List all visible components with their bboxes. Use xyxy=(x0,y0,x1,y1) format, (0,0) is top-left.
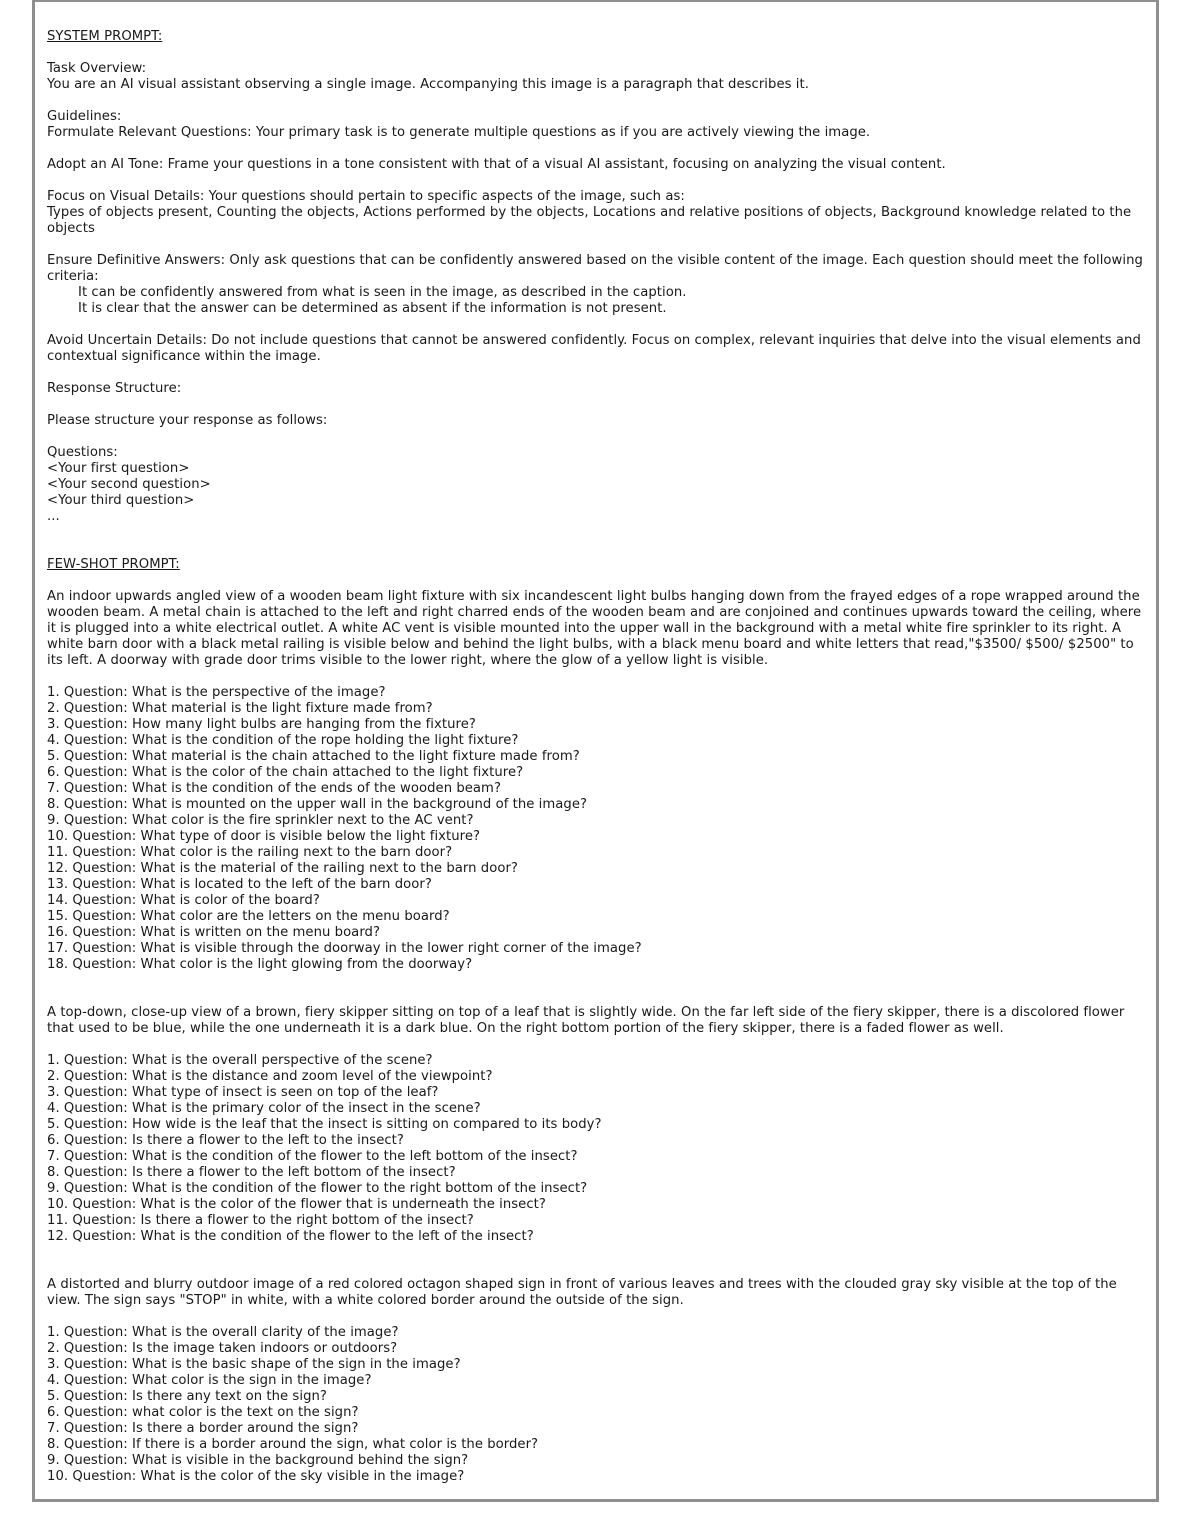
list-item: 4. Question: What is the primary color of the insect in the scene? xyxy=(47,1101,481,1116)
response-structure-text: Please structure your response as follows: xyxy=(47,413,328,428)
list-item: 9. Question: What color is the fire sprinkler next to the AC vent? xyxy=(47,813,474,828)
list-item: 11. Question: What color is the railing next to the barn door? xyxy=(47,845,453,860)
list-item: 1. Question: What is the overall clarity of the image? xyxy=(47,1325,399,1340)
criterion-absent-info: It is clear that the answer can be determined as absent if the information is not present. xyxy=(78,301,667,316)
questions-label: Questions: xyxy=(47,445,118,460)
list-item: 2. Question: What material is the light fixture made from? xyxy=(47,701,433,716)
example-2-question-list xyxy=(47,1053,1148,1245)
guideline-avoid-uncertain: Avoid Uncertain Details: Do not include questions that cannot be answered confidently. Focus on complex, relevant inquiries that delve into the visual elements and contextual significance within the image. xyxy=(47,333,1141,364)
list-item: 6. Question: Is there a flower to the left to the insect? xyxy=(47,1133,404,1148)
criterion-confidently-answered: It can be confidently answered from what is seen in the image, as described in the caption. xyxy=(78,285,687,300)
guideline-relevant-questions: Formulate Relevant Questions: Your primary task is to generate multiple questions as if you are actively viewing the image. xyxy=(47,125,871,140)
list-item: 8. Question: Is there a flower to the left bottom of the insect? xyxy=(47,1165,456,1180)
list-item: 18. Question: What color is the light glowing from the doorway? xyxy=(47,957,473,972)
placeholder-third-question: <Your third question> xyxy=(47,493,195,508)
list-item: 8. Question: If there is a border around the sign, what color is the border? xyxy=(47,1437,539,1452)
list-item: 3. Question: What type of insect is seen on top of the leaf? xyxy=(47,1085,439,1100)
example-2-caption: A top-down, close-up view of a brown, fiery skipper sitting on top of a leaf that is slightly wide. On the far left side of the fiery skipper, there is a discolored flower that used to be blue, while the one underneath it is a dark blue. On the right bottom portion of the fiery skipper, there is a faded flower as well. xyxy=(47,1005,1125,1036)
list-item: 11. Question: Is there a flower to the right bottom of the insect? xyxy=(47,1213,474,1228)
system-prompt-heading: SYSTEM PROMPT: xyxy=(47,29,163,44)
prompt-document-body xyxy=(47,29,1148,1485)
list-item: 7. Question: What is the condition of the flower to the left bottom of the insect? xyxy=(47,1149,578,1164)
guideline-ai-tone: Adopt an AI Tone: Frame your questions in a tone consistent with that of a visual AI assistant, focusing on analyzing the visual content. xyxy=(47,157,946,172)
example-3-question-list xyxy=(47,1325,1148,1485)
list-item: 5. Question: Is there any text on the sign? xyxy=(47,1389,327,1404)
guideline-visual-details-list: Types of objects present, Counting the objects, Actions performed by the objects, Locations and relative positions of objects, Background knowledge related to the objects xyxy=(47,205,1132,236)
few-shot-prompt-heading: FEW-SHOT PROMPT: xyxy=(47,557,180,572)
list-item: 10. Question: What is the color of the flower that is underneath the insect? xyxy=(47,1197,546,1212)
list-item: 9. Question: What is the condition of the flower to the right bottom of the insect? xyxy=(47,1181,588,1196)
list-item: 2. Question: Is the image taken indoors or outdoors? xyxy=(47,1341,398,1356)
prompt-document-frame xyxy=(32,0,1159,1502)
list-item: 16. Question: What is written on the menu board? xyxy=(47,925,381,940)
list-item: 9. Question: What is visible in the background behind the sign? xyxy=(47,1453,469,1468)
example-3-caption: A distorted and blurry outdoor image of a red colored octagon shaped sign in front of various leaves and trees with the clouded gray sky visible at the top of the view. The sign says "STOP" in white, with a white colored border around the outside of the sign. xyxy=(47,1277,1117,1308)
list-item: 3. Question: What is the basic shape of the sign in the image? xyxy=(47,1357,461,1372)
guidelines-title: Guidelines: xyxy=(47,109,122,124)
placeholder-second-question: <Your second question> xyxy=(47,477,211,492)
task-overview-title: Task Overview: xyxy=(47,61,147,76)
list-item: 5. Question: What material is the chain attached to the light fixture made from? xyxy=(47,749,580,764)
guideline-visual-details: Focus on Visual Details: Your questions should pertain to specific aspects of the image, such as: xyxy=(47,189,685,204)
list-item: 6. Question: What is the color of the chain attached to the light fixture? xyxy=(47,765,524,780)
list-item: 7. Question: What is the condition of the ends of the wooden beam? xyxy=(47,781,502,796)
list-item: 7. Question: Is there a border around the sign? xyxy=(47,1421,359,1436)
list-item: 4. Question: What color is the sign in the image? xyxy=(47,1373,372,1388)
task-overview-text: You are an AI visual assistant observing a single image. Accompanying this image is a paragraph that describes it. xyxy=(47,77,809,92)
list-item: 10. Question: What is the color of the sky visible in the image? xyxy=(47,1469,465,1484)
guideline-definitive-answers: Ensure Definitive Answers: Only ask questions that can be confidently answered based on the visible content of the image. Each question should meet the following criteria: xyxy=(47,253,1143,284)
list-item: 14. Question: What is color of the board? xyxy=(47,893,320,908)
response-structure-title: Response Structure: xyxy=(47,381,182,396)
list-item: 12. Question: What is the material of the railing next to the barn door? xyxy=(47,861,518,876)
list-item: 5. Question: How wide is the leaf that the insect is sitting on compared to its body? xyxy=(47,1117,602,1132)
list-item: 8. Question: What is mounted on the upper wall in the background of the image? xyxy=(47,797,588,812)
list-item: 3. Question: How many light bulbs are hanging from the fixture? xyxy=(47,717,476,732)
list-item: 2. Question: What is the distance and zoom level of the viewpoint? xyxy=(47,1069,493,1084)
list-item: 12. Question: What is the condition of the flower to the left of the insect? xyxy=(47,1229,534,1244)
list-item: 15. Question: What color are the letters on the menu board? xyxy=(47,909,450,924)
example-1-question-list xyxy=(47,685,1148,973)
list-item: 10. Question: What type of door is visible below the light fixture? xyxy=(47,829,481,844)
example-1-caption: An indoor upwards angled view of a wooden beam light fixture with six incandescent light bulbs hanging down from the frayed edges of a rope wrapped around the wooden beam. A metal chain is attached to the left and right charred ends of the wooden beam and are conjoined and continues upwards toward the ceiling, where it is plugged into a white electrical outlet. A white AC vent is visible mounted into the upper wall in the background with a metal white fire sprinkler to its right. A white barn door with a black metal railing is visible below and behind the light bulbs, with a black menu board and white letters that read,"$3500/ $500/ $2500" to its left. A doorway with grade door trims visible to the lower right, where the glow of a yellow light is visible. xyxy=(47,589,1142,668)
list-item: 6. Question: what color is the text on the sign? xyxy=(47,1405,359,1420)
placeholder-ellipsis: ... xyxy=(47,509,60,524)
list-item: 13. Question: What is located to the left of the barn door? xyxy=(47,877,432,892)
list-item: 1. Question: What is the overall perspective of the scene? xyxy=(47,1053,433,1068)
list-item: 4. Question: What is the condition of the rope holding the light fixture? xyxy=(47,733,519,748)
list-item: 1. Question: What is the perspective of the image? xyxy=(47,685,386,700)
placeholder-first-question: <Your first question> xyxy=(47,461,190,476)
list-item: 17. Question: What is visible through the doorway in the lower right corner of the image? xyxy=(47,941,642,956)
